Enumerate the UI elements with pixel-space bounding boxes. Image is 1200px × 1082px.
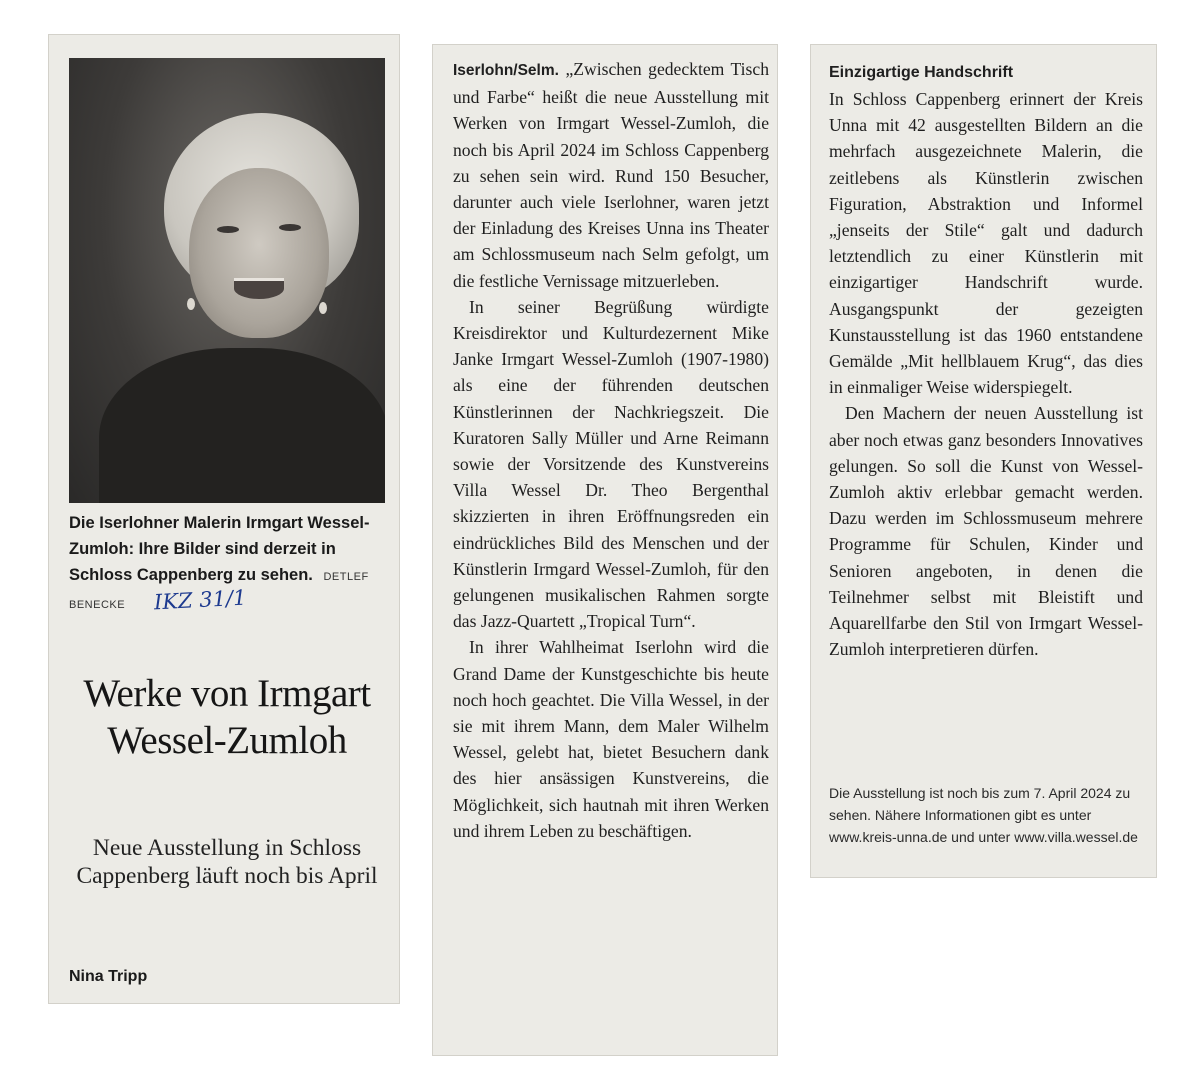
section-paragraph-2: Den Machern der neuen Ausstellung ist aber noch etwas ganz besonders Innovatives gelungen. So soll die Kunst von Wessel-Zumloh aktiv erlebbar gemacht werden. Dazu werden im Schlossmuseum mehrere Programme für Schulen, Kinder und Senioren angeboten, in denen die Teilnehmer selbst mit Bleistift und Aquarellfarbe den Stil von Irmgart Wessel-Zumloh interpretieren dürfen. [829,403,1143,660]
portrait-photo [69,58,385,503]
clipping-right [810,44,1157,878]
portrait-earring-left [187,298,195,310]
article-body [453,56,769,844]
article-paragraph-1 [453,56,769,294]
photo-credit: DETLEF BENECKE [69,571,369,611]
headline: Werke von Irmgart Wessel-Zumloh [83,672,371,762]
section-paragraph-1: In Schloss Cappenberg erinnert der Kreis Unna mit 42 ausgestellten Bildern an die mehrfach ausgezeichnete Malerin, die zeitlebens als Künstlerin zwischen Figuration, Abstraktion und Informel „jenseits der Stile“ galt und dadurch letztendlich zu einer Künstlerin mit einzigartiger Handschrift wurde. Ausgangspunkt der gezeigten Kunstausstellung ist das 1960 entstandene Gemälde „Mit hellblauem Krug“, das dies in einmaliger Weise widerspiegelt. [829,89,1143,398]
handwritten-note: IKZ 31/1 [153,585,247,615]
section-heading: Einzigartige Handschrift [829,64,1014,81]
portrait-eye-right [279,224,301,231]
clipping-middle [432,44,778,1056]
subheadline: Neue Ausstellung in Schloss Cappenberg läuft noch bis April [76,835,378,889]
dateline: Iserlohn/Selm. [453,62,559,79]
portrait-earring-right [319,302,327,314]
article-paragraph-3: In ihrer Wahlheimat Iserlohn wird die Grand Dame der Kunstgeschichte bis heute noch hoch geachtet. Die Villa Wessel, in der sie mit ihrem Mann, dem Maler Wilhelm Wessel, gelebt hat, bietet Besuchern dank des hier ansässigen Kunstvereins, die Möglichkeit, sich hautnah mit ihren Werken und ihrem Leben zu beschäftigen. [453,637,769,841]
info-box: Die Ausstellung ist noch bis zum 7. April 2024 zu sehen. Nähere Informationen gibt es unter www.kreis-unna.de und unter www.villa.wessel.de [829,785,1138,845]
portrait-body [99,348,385,503]
photo-caption-text: Die Iserlohner Malerin Irmgart Wessel-Zumloh: Ihre Bilder sind derzeit in Schloss Cappenberg zu sehen. [69,514,370,584]
author-byline: Nina Tripp [69,968,148,985]
article-paragraph-1-text: „Zwischen gedecktem Tisch und Farbe“ heißt die neue Ausstellung mit Werken von Irmgart Wessel-Zumloh, die noch bis April 2024 im Schloss Cappenberg zu sehen sein wird. Rund 150 Besucher, darunter auch viele Iserlohner, waren jetzt der Einladung des Kreises Unna ins Theater am Schlossmuseum nach Selm gefolgt, um die festliche Vernissage mitzuerleben. [453,59,769,291]
article-section [829,60,1143,662]
portrait-face [189,168,329,338]
portrait-mouth [234,278,284,299]
clipping-left [48,34,400,1004]
article-paragraph-2: In seiner Begrüßung würdigte Kreisdirektor und Kulturdezernent Mike Janke Irmgart Wessel-Zumloh (1907-1980) als eine der führenden deutschen Künstlerinnen der Nachkriegszeit. Die Kuratoren Sally Müller und Arne Reimann sowie der Vorsitzende des Kunstvereins Villa Wessel Dr. Theo Bergenthal skizzierten in ihren Eröffnungsreden ein eindrückliches Bild des Menschen und der Künstlerin Irmgard Wessel-Zumloh, für den gelungenen musikalischen Rahmen sorgte das Jazz-Quartett „Tropical Turn“. [453,296,769,632]
portrait-eye-left [217,226,239,233]
